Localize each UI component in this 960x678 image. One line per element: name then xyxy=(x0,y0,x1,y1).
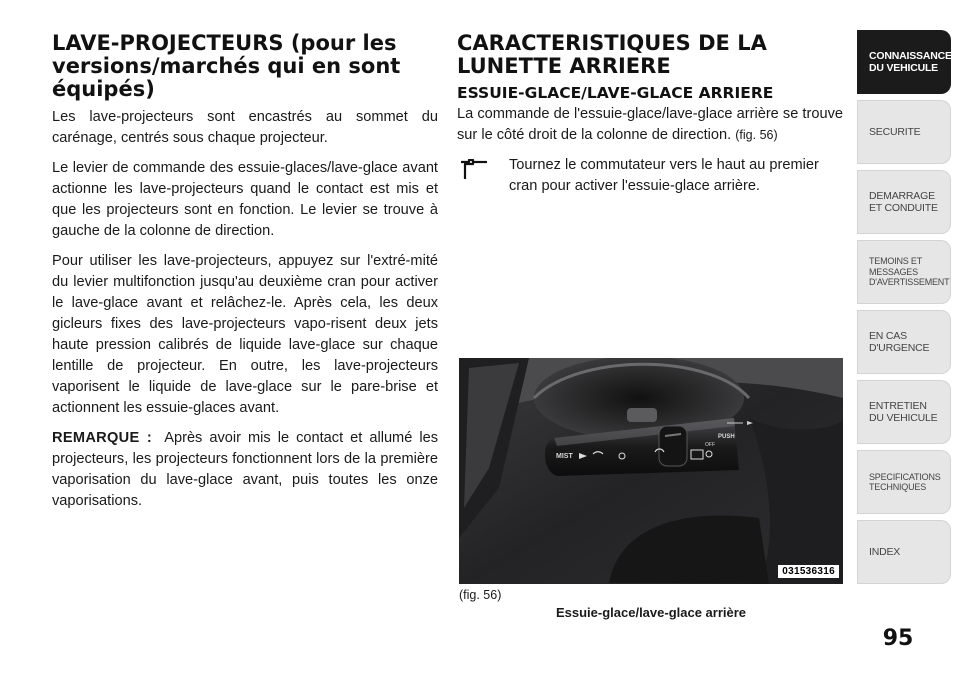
tab-label: SECURITE xyxy=(869,126,921,138)
section-title-rear-window: CARACTERISTIQUES DE LA LUNETTE ARRIERE xyxy=(457,31,767,78)
tab-en-cas-d-urgence[interactable] xyxy=(857,310,951,374)
hand-pointer-icon xyxy=(459,159,489,181)
tab-label: ENTRETIEN DU VEHICULE xyxy=(869,400,938,424)
stalk-illustration xyxy=(459,358,843,584)
tab-specifications-techniques[interactable] xyxy=(857,450,951,514)
figure-reference: (fig. 56) xyxy=(735,128,778,142)
tab-label: TEMOINS ET MESSAGES D'AVERTISSEMENT xyxy=(869,256,950,288)
paragraph-2: Le levier de commande des essuie-glaces/lave-glace avant actionne les lave-projecteurs quand le contact est mis et que les projecteurs sont en fonction. Le levier se trouve à gauche de la colonne de direction. xyxy=(52,160,438,239)
tab-entretien-du-vehicule[interactable] xyxy=(857,380,951,444)
remark-text: Après avoir mis le contact et allumé les projecteurs, les projecteurs fonctionnent lors de la première vaporisation du lave-glace avant, puis toutes les onze vaporisations. xyxy=(52,430,439,509)
tab-label: CONNAISSANCE DU VEHICULE xyxy=(869,50,952,74)
tab-index[interactable] xyxy=(857,520,951,584)
tab-connaissance-du-vehicule[interactable] xyxy=(857,30,951,94)
right-column xyxy=(457,32,843,197)
tab-label: DEMARRAGE ET CONDUITE xyxy=(869,190,938,214)
subsection-title-rear-wiper: ESSUIE-GLACE/LAVE-GLACE ARRIERE xyxy=(457,84,774,102)
photo-id-label: 031536316 xyxy=(778,565,839,578)
figure-caption: Essuie-glace/lave-glace arrière xyxy=(555,605,747,620)
chapter-tabs xyxy=(857,30,951,590)
page-number: 95 xyxy=(882,626,914,651)
tab-label: SPECIFICATIONS TECHNIQUES xyxy=(869,471,941,492)
instruction-text: Tournez le commutateur vers le haut au premier cran pour activer l'essuie-glace arrière. xyxy=(509,157,819,194)
figure-photo-rear-wiper-stalk xyxy=(459,358,843,584)
paragraph-3: Pour utiliser les lave-projecteurs, appuyez sur l'extré-mité du levier multifonction jusqu'au deuxième cran pour activer le lave-glace avant et relâchez-le. Après cela, les deux gicleurs fixes des lave-projecteurs vapo-risent deux jets haute pression calibrés de liquide lave-glace sur chaque lentille de projecteur. En outre, les lave-projecteurs vaporisent le liquide de lave-glace sur le pare-brise et actionnent les essuie-glaces avant. xyxy=(52,253,438,416)
rear-wiper-text: La commande de l'essuie-glace/lave-glace arrière se trouve sur le côté droit de la colonne de direction. xyxy=(457,106,843,143)
paragraph-1: Les lave-projecteurs sont encastrés au sommet du carénage, centrés sous chaque projecteur. xyxy=(52,109,438,146)
left-column xyxy=(52,32,438,521)
label-mist: MIST xyxy=(556,453,573,460)
label-push: PUSH xyxy=(718,434,735,440)
tab-label: INDEX xyxy=(869,546,901,558)
instruction-block xyxy=(457,155,843,197)
tab-temoins-et-messages[interactable] xyxy=(857,240,951,304)
figure-label: (fig. 56) xyxy=(459,588,502,602)
tab-demarrage-et-conduite[interactable] xyxy=(857,170,951,234)
remark-paragraph xyxy=(52,428,438,512)
tab-label: EN CAS D'URGENCE xyxy=(869,330,930,354)
tab-securite[interactable] xyxy=(857,100,951,164)
remark-label: REMARQUE : xyxy=(52,430,153,446)
rear-wiper-paragraph xyxy=(457,104,843,146)
label-off: OFF xyxy=(705,442,715,448)
section-title-headlamp-washers: LAVE-PROJECTEURS (pour les versions/marchés qui en sont équipés) xyxy=(52,31,401,101)
